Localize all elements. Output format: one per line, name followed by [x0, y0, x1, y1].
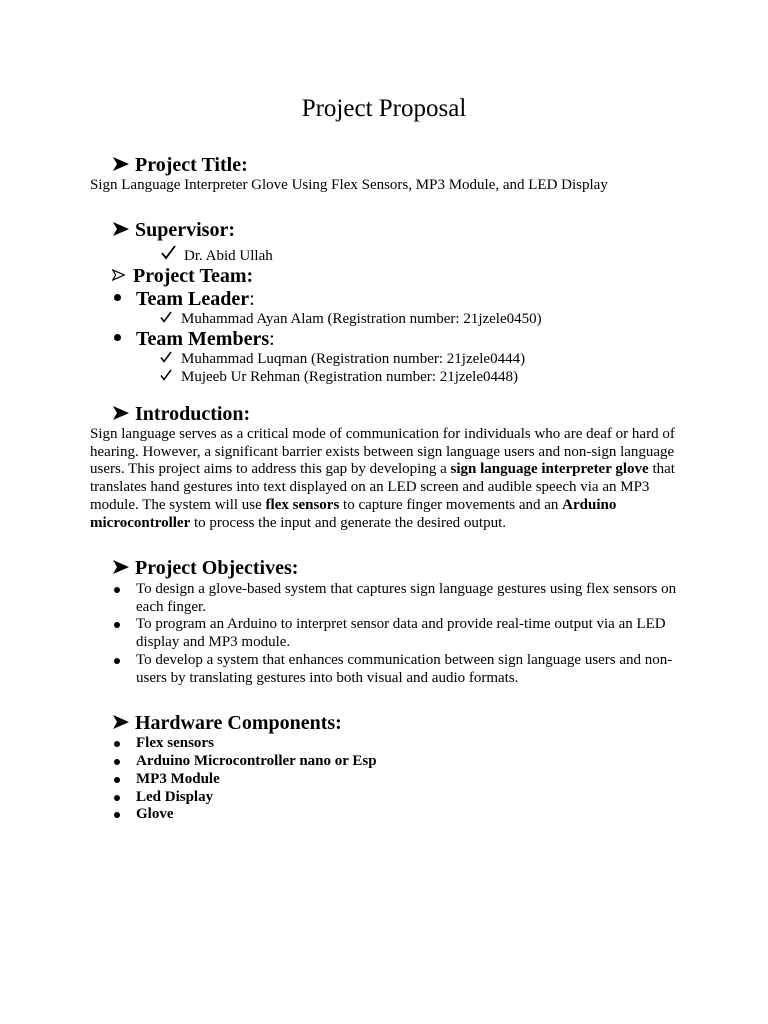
- checkmark-icon: [160, 311, 172, 323]
- team-member-item: Muhammad Luqman (Registration number: 21jzele0444): [160, 350, 525, 368]
- checkmark-icon: [160, 369, 172, 381]
- hardware-item: Glove: [114, 806, 684, 824]
- objectives-heading: Project Objectives:: [112, 556, 298, 580]
- bullet-icon: [114, 334, 121, 341]
- checkmark-icon: [161, 245, 176, 260]
- hardware-item: Led Display: [114, 789, 684, 807]
- hardware-item: MP3 Module: [114, 771, 684, 789]
- arrow-bullet-icon: [112, 156, 130, 172]
- bullet-icon: [114, 587, 120, 593]
- arrow-bullet-icon: [112, 559, 130, 575]
- bullet-icon: [114, 658, 120, 664]
- project-title-heading: Project Title:: [112, 153, 248, 177]
- arrow-bullet-icon: [112, 714, 130, 730]
- objective-item: To program an Arduino to interpret sensor data and provide real-time output via an LED display and MP3 module.: [114, 616, 684, 651]
- bullet-icon: [114, 812, 120, 818]
- bullet-icon: [114, 759, 120, 765]
- objective-item: To design a glove-based system that captures sign language gestures using flex sensors on each finger.: [114, 581, 684, 616]
- project-title-text: Sign Language Interpreter Glove Using Flex Sensors, MP3 Module, and LED Display: [90, 177, 608, 193]
- introduction-paragraph: Sign language serves as a critical mode of communication for individuals who are deaf or hard of hearing. However, a significant barrier exists between sign language users and non-sign language users. This project aims to address this gap by developing a sign language interpreter glove that translates hand gestures into text displayed on an LED screen and audible speech via an MP3 module. The system will use flex sensors to capture finger movements and an Arduino microcontroller to process the input and generate the desired output.: [90, 426, 675, 531]
- hardware-item: Arduino Microcontroller nano or Esp: [114, 753, 684, 771]
- team-leader-item: Muhammad Ayan Alam (Registration number: 21jzele0450): [160, 310, 542, 328]
- bullet-icon: [114, 741, 120, 747]
- objective-item: To develop a system that enhances communication between sign language users and non-users by translating gestures into both visual and audio formats.: [114, 652, 684, 687]
- bullet-icon: [114, 622, 120, 628]
- project-team-heading: Project Team:: [112, 264, 253, 288]
- page-title: Project Proposal: [301, 95, 467, 122]
- bullet-icon: [114, 294, 121, 301]
- arrow-bullet-icon: [112, 405, 130, 421]
- supervisor-heading: Supervisor:: [112, 218, 235, 242]
- team-member-item: Mujeeb Ur Rehman (Registration number: 21jzele0448): [160, 368, 518, 386]
- bullet-icon: [114, 795, 120, 801]
- hardware-item: Flex sensors: [114, 735, 684, 753]
- team-members-heading: Team Members:: [112, 327, 275, 351]
- arrow-bullet-icon: [112, 221, 130, 237]
- team-leader-heading: Team Leader:: [112, 287, 255, 311]
- supervisor-item: Dr. Abid Ullah: [161, 245, 273, 265]
- arrow-bullet-icon: [112, 269, 125, 281]
- checkmark-icon: [160, 351, 172, 363]
- hardware-heading: Hardware Components:: [112, 711, 342, 735]
- introduction-heading: Introduction:: [112, 402, 250, 426]
- bullet-icon: [114, 777, 120, 783]
